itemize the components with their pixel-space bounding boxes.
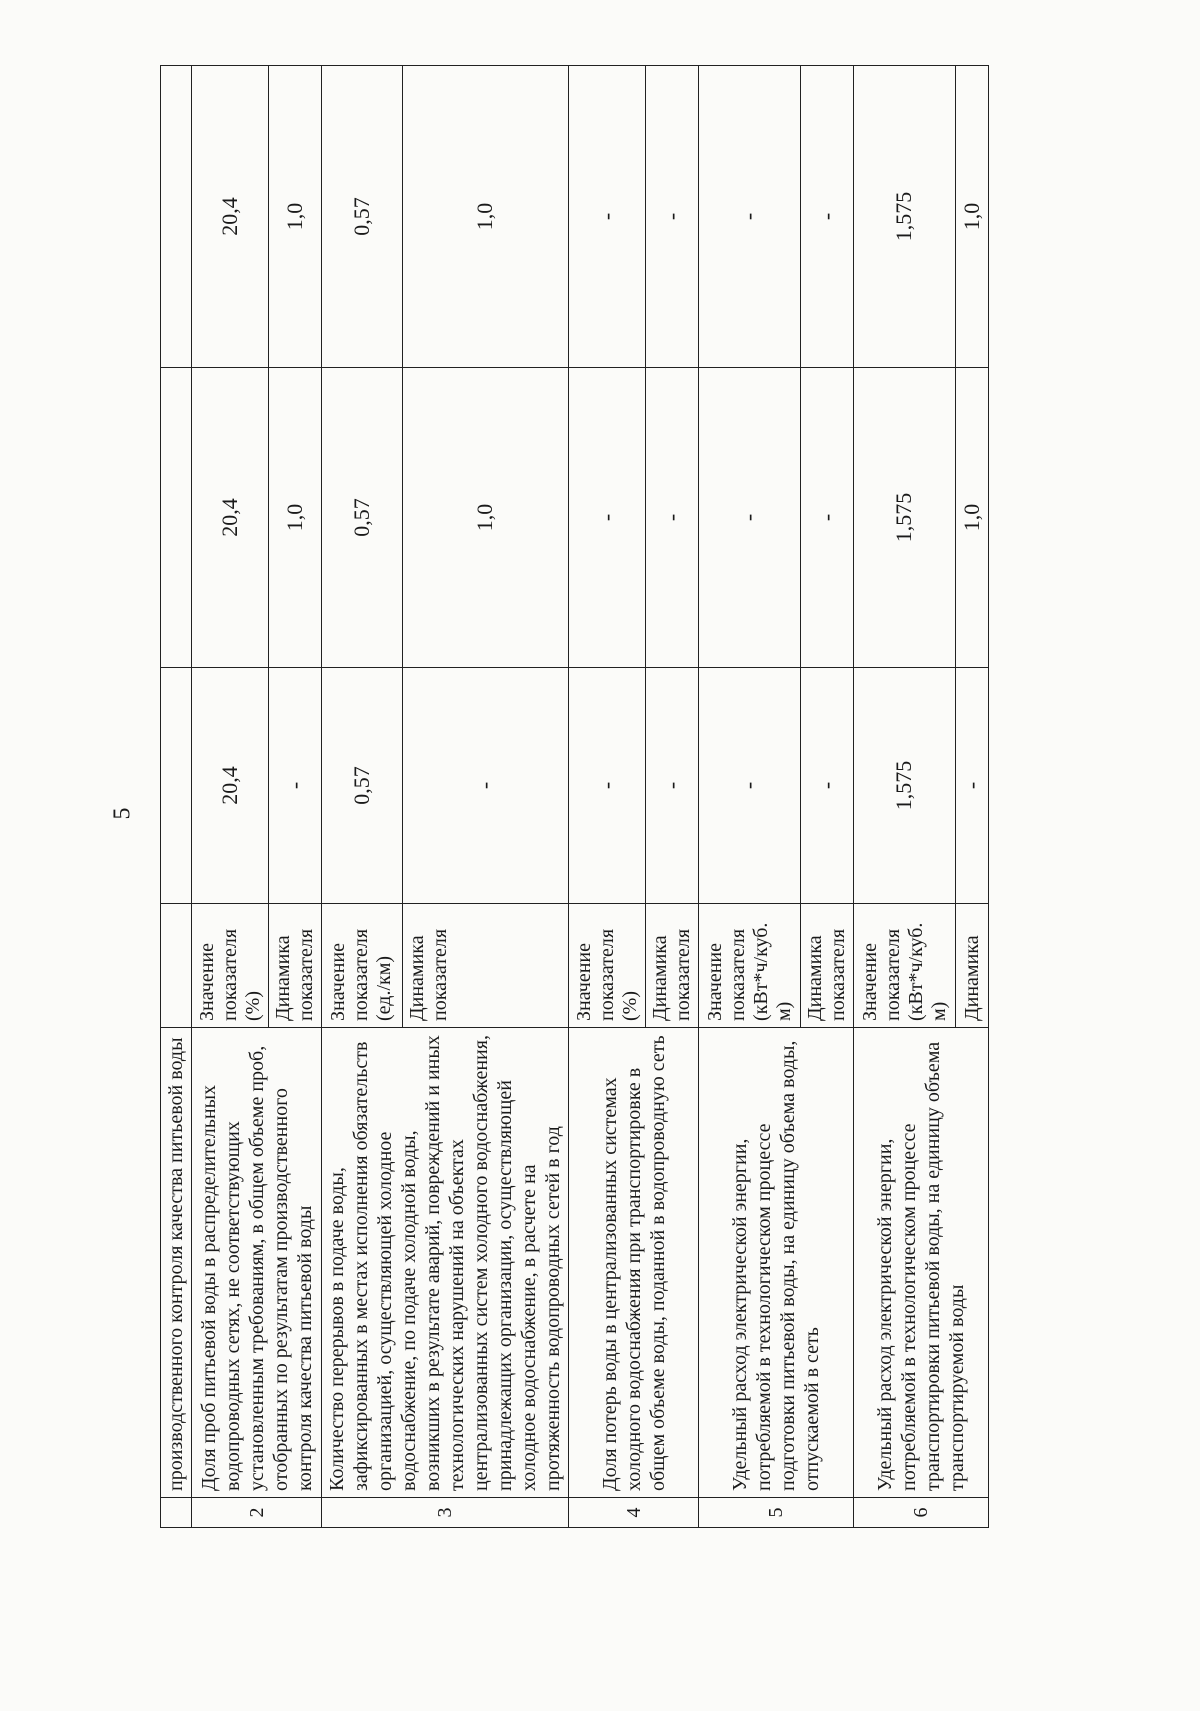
caption-cell: производственного контроля качества питьевой воды: [161, 1028, 192, 1498]
value-cell: 1,0: [956, 66, 989, 368]
indicator-description: Количество перерывов в подаче воды, зафиксированных в местах исполнения обязательств организацией, осуществляющей холодное водоснабжение, по подаче холодной воды, возникших в результате аварий, повреждений и иных технологических нарушений на объектах централизованных систем холодного водоснабжения, принадлежащих организации, осуществляющей холодное водоснабжение, в расчете на протяженность водопроводных сетей в год: [322, 1028, 569, 1498]
indicator-description: Удельный расход электрической энергии, потребляемой в технологическом процессе подготовки питьевой воды, на единицу объема воды, отпускаемой в сеть: [699, 1028, 854, 1498]
value-cell: 20,4: [192, 66, 269, 368]
value-cell: 0,57: [322, 66, 403, 368]
value-cell: -: [699, 368, 801, 668]
indicator-description: Доля потерь воды в централизованных системах холодного водоснабжения при транспортировке в общем объеме воды, поданной в водопроводную сеть: [569, 1028, 699, 1498]
indicator-description: Удельный расход электрической энергии, потребляемой в технологическом процессе транспортировки питьевой воды, на единицу объема транспортируемой воды: [854, 1028, 989, 1498]
page-number: 5: [109, 807, 136, 820]
indicator-unit: Значение показателя (%): [569, 904, 646, 1028]
cell-empty: [161, 66, 192, 368]
cell-empty: [161, 1498, 192, 1528]
value-cell: 1,0: [402, 66, 568, 368]
table-row: [854, 66, 956, 1528]
table-row: [569, 66, 646, 1528]
value-cell: 1,0: [956, 368, 989, 668]
value-cell: -: [801, 66, 854, 368]
indicator-unit: Динамика показателя: [646, 904, 699, 1028]
value-cell: -: [569, 66, 646, 368]
value-cell: 0,57: [322, 368, 403, 668]
row-number: 3: [322, 1498, 569, 1528]
value-cell: 1,575: [854, 368, 956, 668]
value-cell: -: [402, 668, 568, 904]
value-cell: -: [699, 668, 801, 904]
value-cell: 20,4: [192, 368, 269, 668]
indicator-unit: Значение показателя (%): [192, 904, 269, 1028]
value-cell: -: [646, 66, 699, 368]
value-cell: 1,0: [402, 368, 568, 668]
indicator-unit: Динамика показателя: [269, 904, 322, 1028]
value-cell: 1,575: [854, 668, 956, 904]
value-cell: -: [646, 668, 699, 904]
table-row: [322, 66, 403, 1528]
value-cell: 20,4: [192, 668, 269, 904]
table-row: [699, 66, 801, 1528]
row-number: 6: [854, 1498, 989, 1528]
row-number: 4: [569, 1498, 699, 1528]
indicator-unit: Динамика показателя: [801, 904, 854, 1028]
indicator-unit: Динамика показателя: [402, 904, 568, 1028]
value-cell: -: [801, 368, 854, 668]
value-cell: 1,0: [269, 368, 322, 668]
value-cell: -: [956, 668, 989, 904]
value-cell: -: [801, 668, 854, 904]
cell-empty: [161, 904, 192, 1028]
value-cell: -: [569, 368, 646, 668]
value-cell: 1,0: [269, 66, 322, 368]
indicators-table: [160, 65, 989, 1528]
table-row: [192, 66, 269, 1528]
indicator-unit: Значение показателя (кВт*ч/куб. м): [699, 904, 801, 1028]
value-cell: -: [269, 668, 322, 904]
value-cell: 0,57: [322, 668, 403, 904]
row-number: 5: [699, 1498, 854, 1528]
indicator-description: Доля проб питьевой воды в распределительных водопроводных сетях, не соответствующих установленным требованиям, в общем объеме проб, отобранных по результатам производственного контроля качества питьевой воды: [192, 1028, 322, 1498]
indicator-unit: Значение показателя (ед./км): [322, 904, 403, 1028]
indicator-unit: Значение показателя (кВт*ч/куб. м): [854, 904, 956, 1028]
indicator-unit: Динамика: [956, 904, 989, 1028]
rotated-table-container: [160, 66, 1060, 1528]
cell-empty: [161, 668, 192, 904]
value-cell: -: [699, 66, 801, 368]
value-cell: -: [569, 668, 646, 904]
value-cell: 1,575: [854, 66, 956, 368]
value-cell: -: [646, 368, 699, 668]
row-number: 2: [192, 1498, 322, 1528]
table-row: [161, 66, 192, 1528]
cell-empty: [161, 368, 192, 668]
